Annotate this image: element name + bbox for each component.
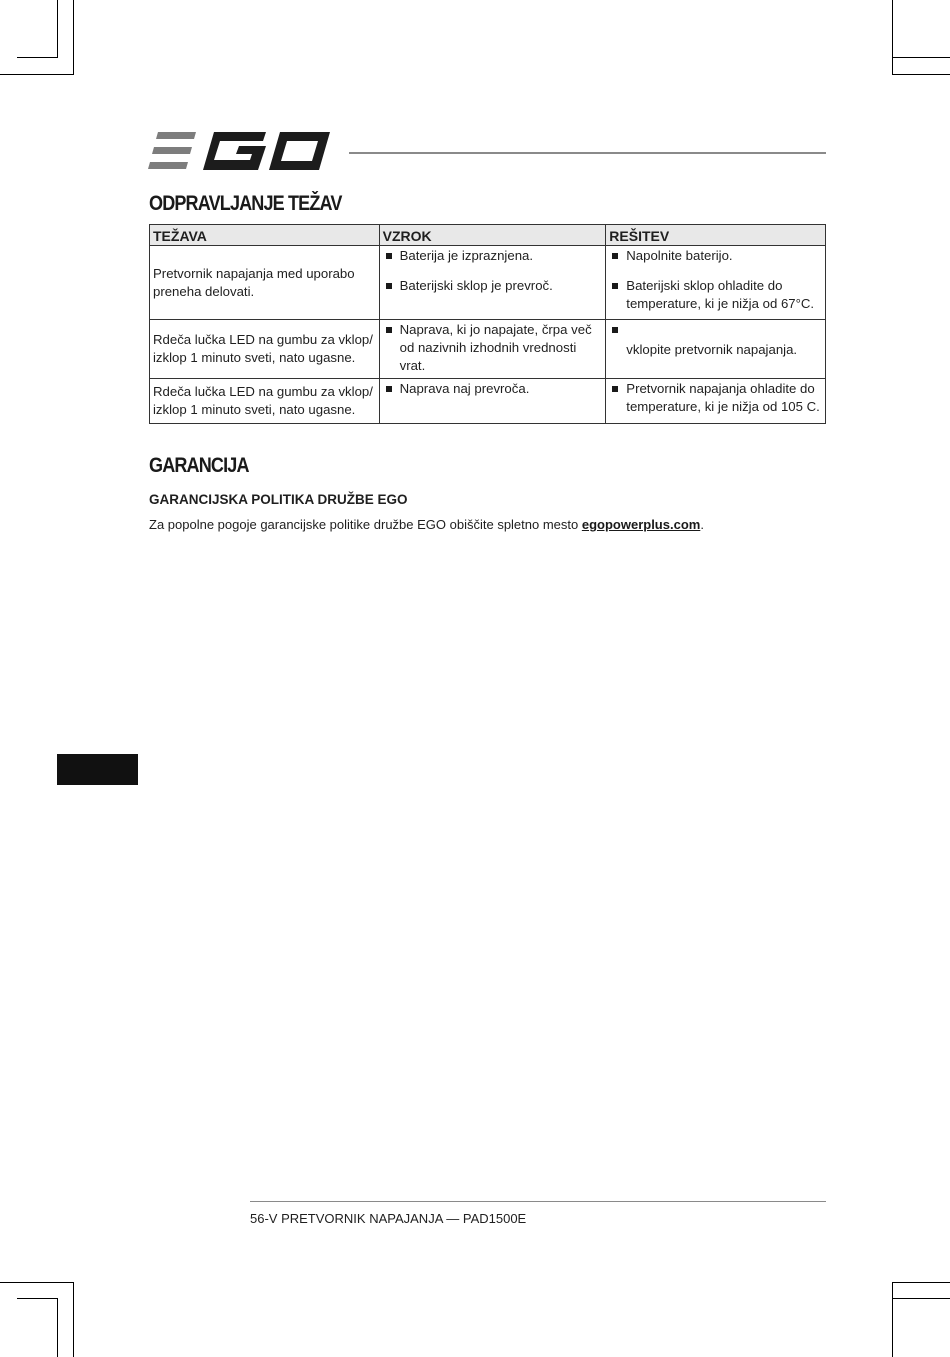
column-header-solution: REŠITEV [606,225,826,246]
list-item: Pretvornik napajanja ohladite do temperature, ki je nižja od 105 C. [606,380,825,416]
table-row [150,246,826,320]
cause-cell [379,246,606,320]
crop-mark [0,74,74,75]
solution-cell [606,320,826,379]
crop-mark [17,1298,58,1299]
crop-mark [892,74,950,75]
header-rule [349,152,826,154]
solution-cell [606,379,826,424]
warranty-subtitle: GARANCIJSKA POLITIKA DRUŽBE EGO [149,492,408,507]
warranty-text-before: Za popolne pogoje garancijske politike družbe EGO obiščite spletno mesto [149,517,582,532]
list-item: Baterijski sklop je prevroč. [380,277,606,295]
ego-logo [148,130,332,172]
column-header-cause: VZROK [379,225,606,246]
cause-cell [379,379,606,424]
solution-cell [606,246,826,320]
troubleshooting-table [149,224,826,424]
warranty-text [149,517,704,532]
warranty-title: GARANCIJA [149,454,249,477]
crop-mark [57,0,58,58]
problem-cell: Rdeča lučka LED na gumbu za vklop/ izklop 1 minuto sveti, nato ugasne. [150,320,380,379]
list-item-text: vklopite pretvornik napajanja. [626,342,798,357]
problem-cell: Pretvornik napajanja med uporabo preneha delovati. [150,246,380,320]
crop-mark [892,0,893,75]
list-item: Naprava naj prevroča. [380,380,606,398]
crop-mark [892,1282,950,1283]
list-item [606,321,825,339]
crop-mark [73,1282,74,1357]
crop-mark [0,1282,74,1283]
table-header-row [150,225,826,246]
table-row [150,320,826,379]
table-row [150,379,826,424]
footer-text: 56-V PRETVORNIK NAPAJANJA — PAD1500E [250,1211,527,1226]
warranty-link[interactable]: egopowerplus.com [581,517,701,532]
cause-cell [379,320,606,379]
problem-cell: Rdeča lučka LED na gumbu za vklop/ izklop 1 minuto sveti, nato ugasne. [150,379,380,424]
crop-mark [17,57,58,58]
crop-mark [892,57,950,58]
crop-mark [892,1282,893,1357]
language-tab-marker [57,754,138,785]
footer-rule [250,1201,826,1202]
crop-mark [57,1298,58,1357]
list-item: Baterijski sklop ohladite do temperature, ki je nižja od 67°C. [606,277,825,313]
list-item: Baterija je izpraznjena. [380,247,606,265]
crop-mark [73,0,74,75]
warranty-text-after: . [700,517,704,532]
crop-mark [892,1298,950,1299]
list-item: Naprava, ki jo napajate, črpa več od nazivnih izhodnih vrednosti vrat. [380,321,606,375]
list-item: Napolnite baterijo. [606,247,825,265]
column-header-problem: TEŽAVA [150,225,380,246]
troubleshooting-title: ODPRAVLJANJE TEŽAV [149,192,342,215]
